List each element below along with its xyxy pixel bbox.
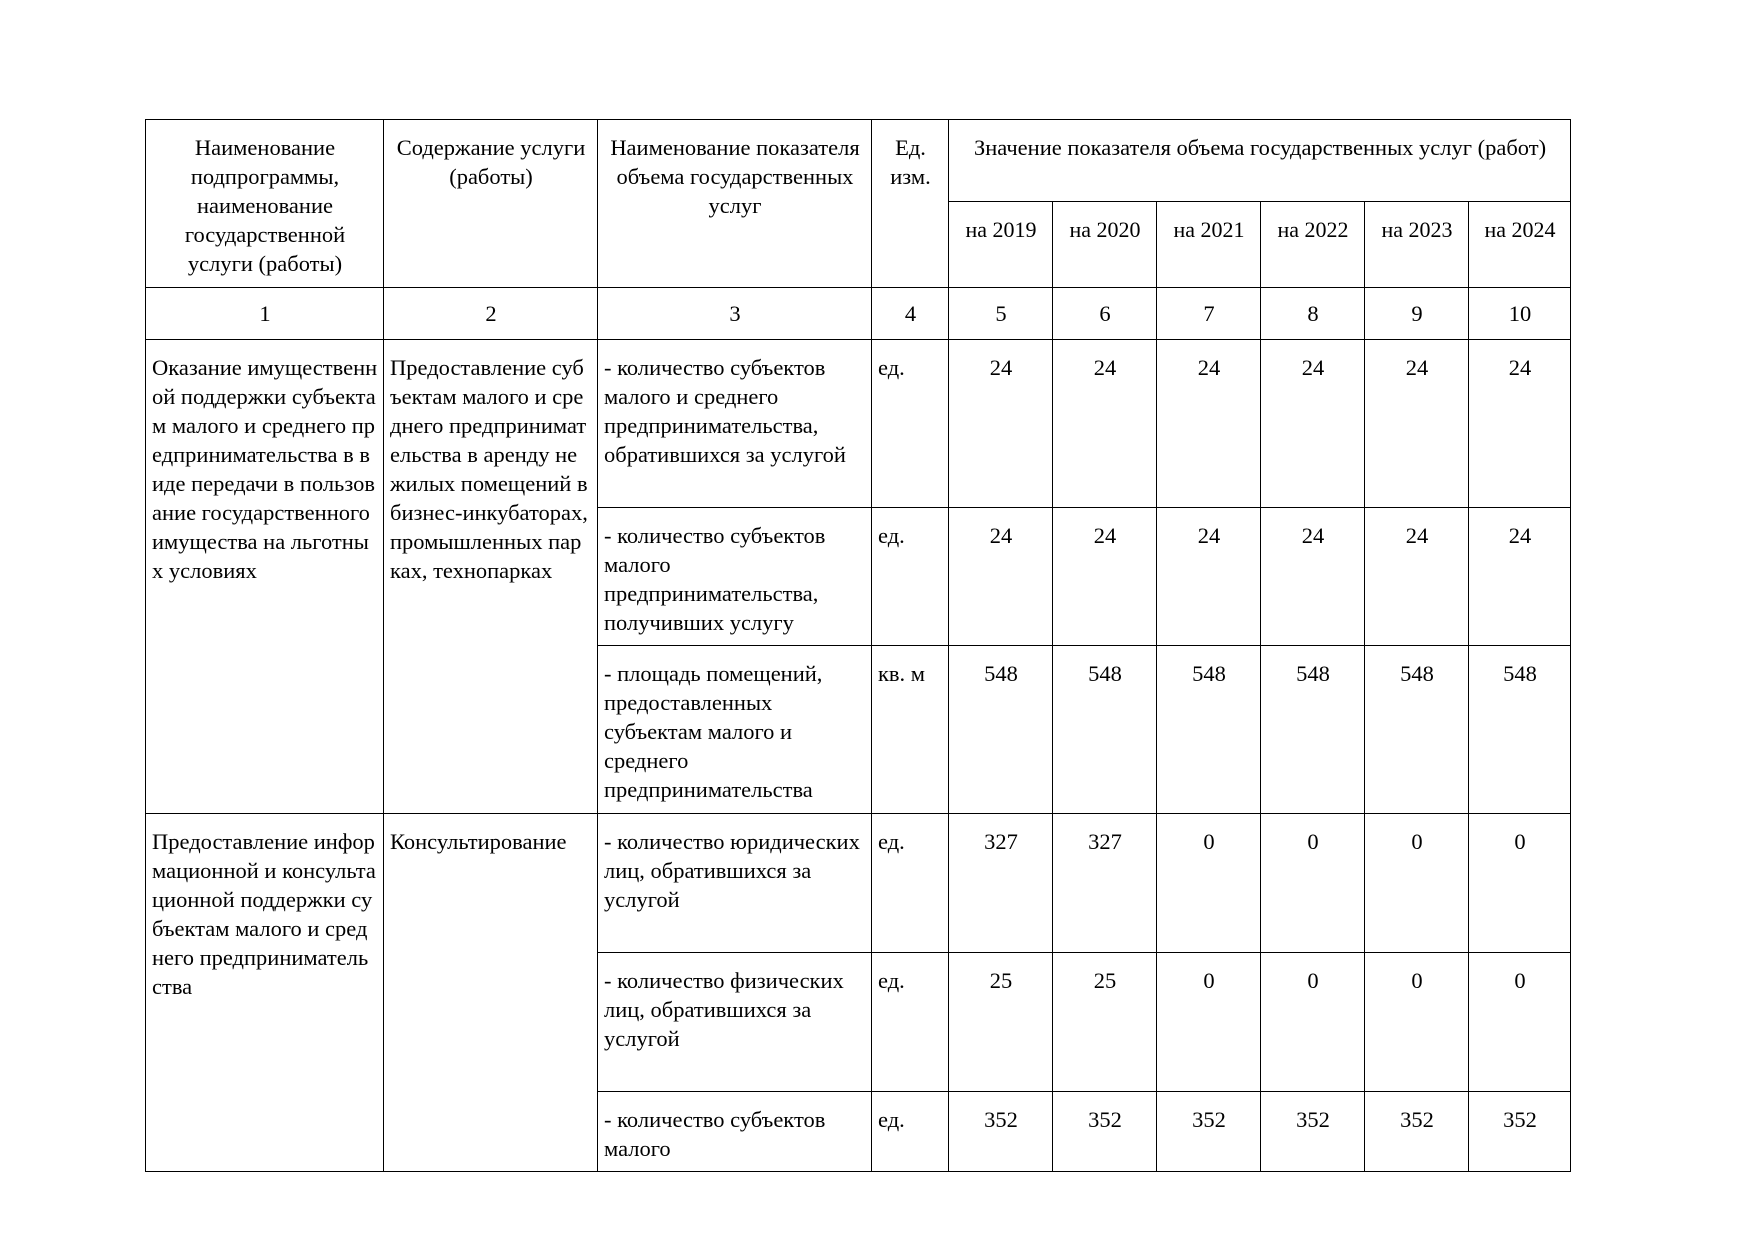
value-cell: 548 [1261,646,1365,814]
value-cell: 24 [1365,340,1469,508]
value-cell: 24 [1469,508,1571,646]
header-year-2022: на 2022 [1261,202,1365,288]
header-service-name: Наименование подпрограммы, наименование государственной услуги (работы) [146,120,384,288]
value-cell: 548 [949,646,1053,814]
value-cell: 352 [949,1092,1053,1172]
value-cell: 0 [1261,814,1365,953]
column-number-row [146,288,1571,340]
indicator-cell: - площадь помещений, предоставленных субъектам малого и среднего предпринимательства [598,646,872,814]
value-cell: 0 [1157,814,1261,953]
column-number: 3 [598,288,872,340]
value-cell: 0 [1157,953,1261,1092]
unit-cell: ед. [872,340,949,508]
header-service-content: Содержание услуги (работы) [384,120,598,288]
service-content-cell: Консультирование [384,814,598,1172]
value-cell: 0 [1469,814,1571,953]
value-cell: 24 [1261,508,1365,646]
header-row-1 [146,120,1571,202]
indicator-cell: - количество субъектов малого предпринимательства, получивших услугу [598,508,872,646]
value-cell: 327 [1053,814,1157,953]
header-year-2019: на 2019 [949,202,1053,288]
column-number: 5 [949,288,1053,340]
column-number: 10 [1469,288,1571,340]
services-volume-table [145,119,1571,1172]
column-number: 4 [872,288,949,340]
value-cell: 24 [1157,340,1261,508]
header-year-2023: на 2023 [1365,202,1469,288]
value-cell: 548 [1053,646,1157,814]
value-cell: 548 [1469,646,1571,814]
value-cell: 0 [1469,953,1571,1092]
indicator-cell: - количество субъектов малого [598,1092,872,1172]
header-year-2021: на 2021 [1157,202,1261,288]
table-row [146,814,1571,953]
header-unit: Ед. изм. [872,120,949,288]
value-cell: 0 [1261,953,1365,1092]
unit-cell: кв. м [872,646,949,814]
service-content-cell: Предоставление субъектам малого и среднего предпринимательства в аренду нежилых помещений в бизнес-инкубаторах, промышленных парках, технопарках [384,340,598,814]
value-cell: 352 [1469,1092,1571,1172]
indicator-cell: - количество субъектов малого и среднего предпринимательства, обратившихся за услугой [598,340,872,508]
column-number: 1 [146,288,384,340]
column-number: 7 [1157,288,1261,340]
value-cell: 327 [949,814,1053,953]
column-number: 8 [1261,288,1365,340]
unit-cell: ед. [872,953,949,1092]
unit-cell: ед. [872,508,949,646]
column-number: 9 [1365,288,1469,340]
value-cell: 24 [1261,340,1365,508]
value-cell: 352 [1157,1092,1261,1172]
service-name-cell: Предоставление информационной и консультационной поддержки субъектам малого и среднего предпринимательства [146,814,384,1172]
indicator-cell: - количество физических лиц, обратившихся за услугой [598,953,872,1092]
value-cell: 24 [1157,508,1261,646]
value-cell: 548 [1157,646,1261,814]
indicator-cell: - количество юридических лиц, обратившихся за услугой [598,814,872,953]
table-row [146,340,1571,508]
value-cell: 25 [1053,953,1157,1092]
unit-cell: ед. [872,814,949,953]
header-year-2024: на 2024 [1469,202,1571,288]
value-cell: 24 [949,340,1053,508]
value-cell: 24 [1053,340,1157,508]
value-cell: 0 [1365,953,1469,1092]
value-cell: 352 [1365,1092,1469,1172]
header-indicator-name: Наименование показателя объема государственных услуг [598,120,872,288]
service-name-cell: Оказание имущественной поддержки субъектам малого и среднего предпринимательства в виде передачи в пользование государственного имущества на льготных условиях [146,340,384,814]
column-number: 2 [384,288,598,340]
value-cell: 25 [949,953,1053,1092]
value-cell: 0 [1365,814,1469,953]
value-cell: 24 [949,508,1053,646]
unit-cell: ед. [872,1092,949,1172]
value-cell: 352 [1261,1092,1365,1172]
value-cell: 24 [1053,508,1157,646]
header-value-group: Значение показателя объема государственных услуг (работ) [949,120,1571,202]
value-cell: 548 [1365,646,1469,814]
value-cell: 352 [1053,1092,1157,1172]
header-year-2020: на 2020 [1053,202,1157,288]
value-cell: 24 [1469,340,1571,508]
value-cell: 24 [1365,508,1469,646]
column-number: 6 [1053,288,1157,340]
